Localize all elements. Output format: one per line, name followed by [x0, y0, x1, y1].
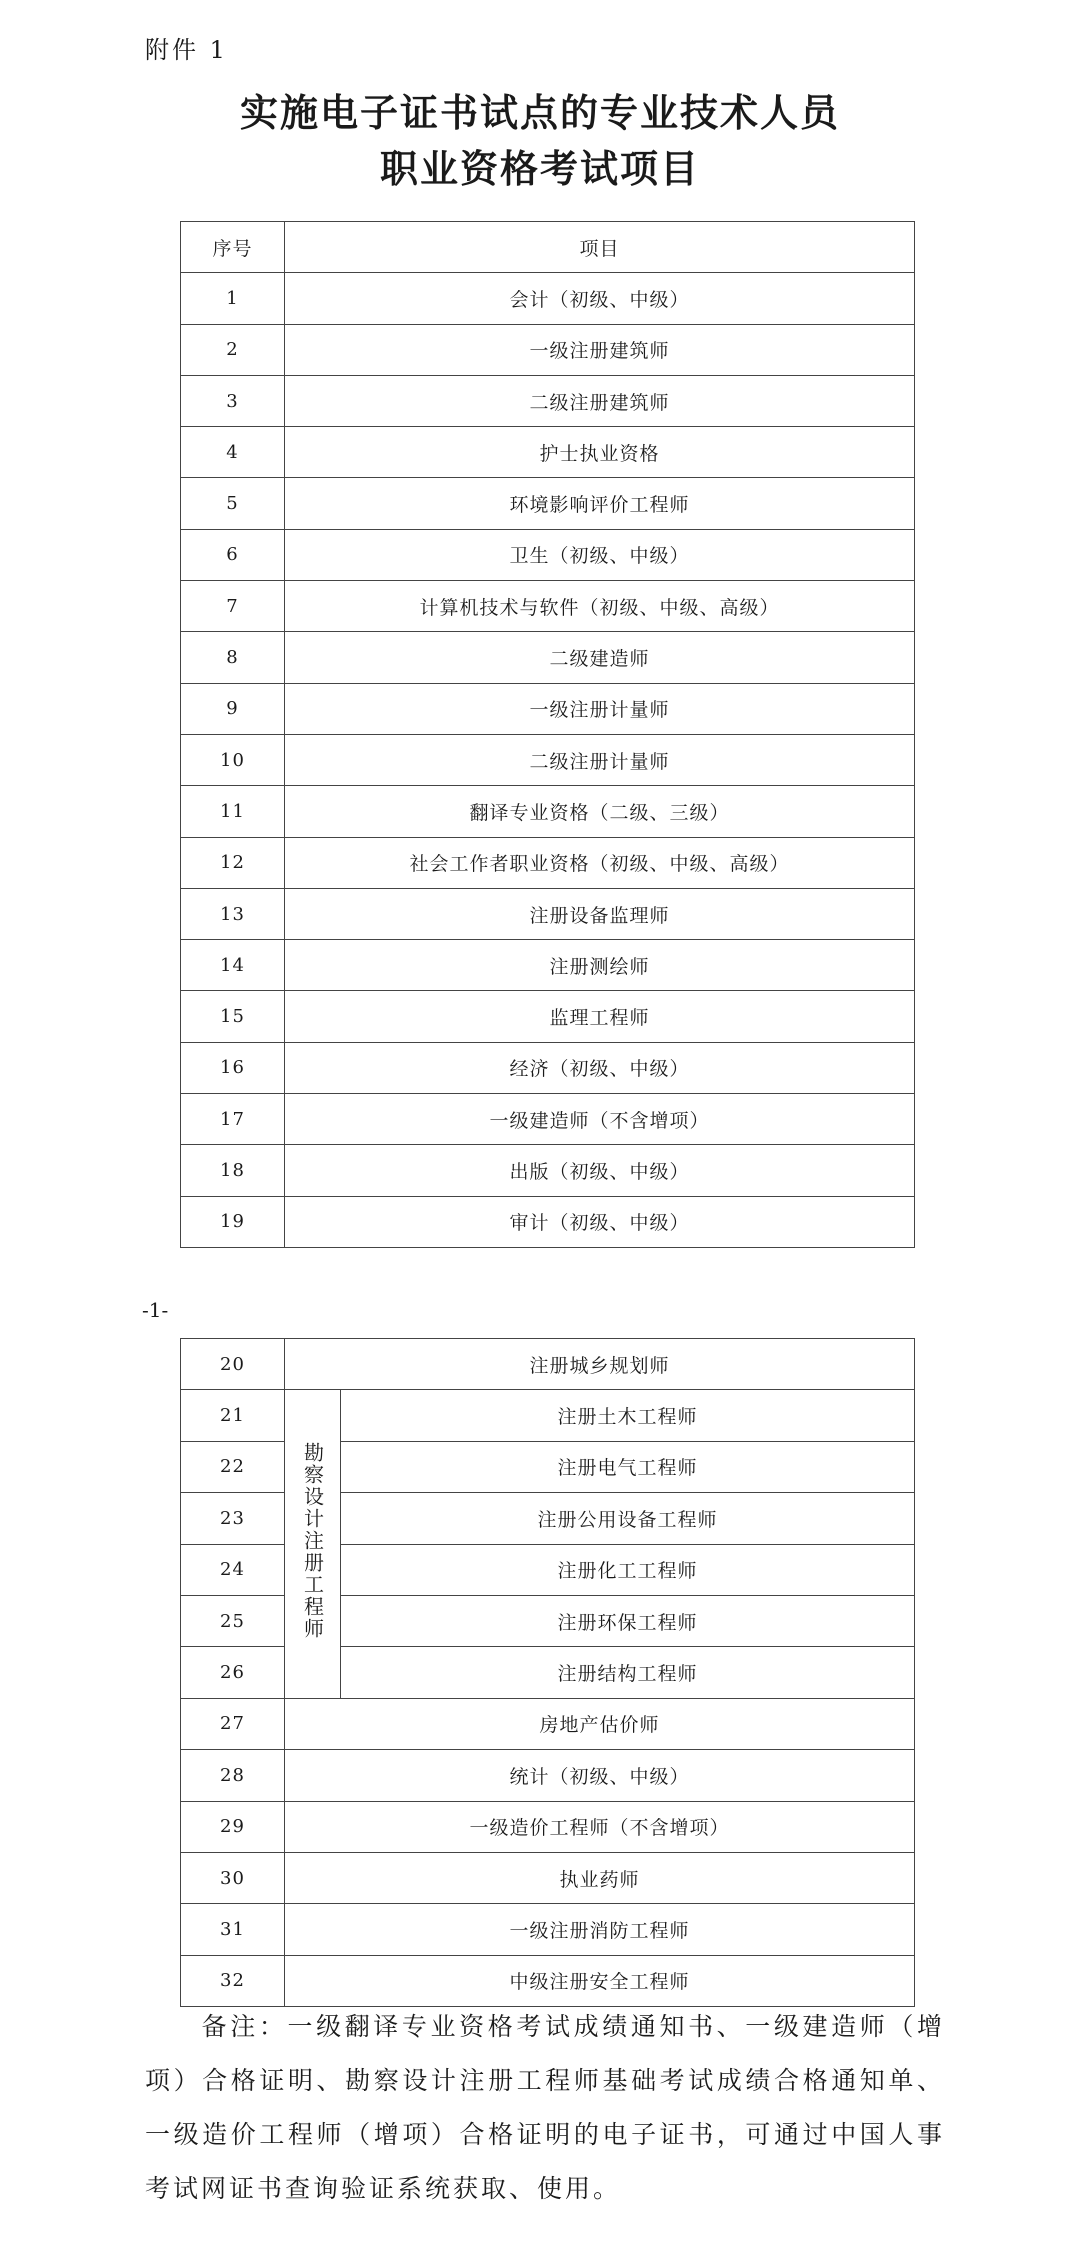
table-row	[181, 1852, 915, 1903]
page-title-line1: 实施电子证书试点的专业技术人员	[239, 90, 840, 135]
row-number: 3	[181, 375, 285, 426]
page-title-line2: 职业资格考试项目	[379, 146, 700, 191]
row-number: 29	[181, 1801, 285, 1852]
row-number: 9	[181, 683, 285, 734]
row-number: 4	[181, 427, 285, 478]
row-item: 出版（初级、中级）	[285, 1145, 915, 1196]
row-number: 28	[181, 1750, 285, 1801]
row-item: 注册电气工程师	[341, 1441, 915, 1492]
table-row	[181, 1390, 915, 1441]
row-number: 1	[181, 273, 285, 324]
row-item: 一级注册计量师	[285, 683, 915, 734]
row-item: 注册设备监理师	[285, 888, 915, 939]
table-row	[181, 1042, 915, 1093]
row-item: 注册化工工程师	[341, 1544, 915, 1595]
row-item: 一级注册建筑师	[285, 324, 915, 375]
row-item: 环境影响评价工程师	[285, 478, 915, 529]
row-number: 5	[181, 478, 285, 529]
table-row	[181, 786, 915, 837]
row-number: 11	[181, 786, 285, 837]
group-label: 勘察设计注册工程师	[300, 1442, 325, 1641]
table-row	[181, 478, 915, 529]
row-number: 12	[181, 837, 285, 888]
row-number: 7	[181, 581, 285, 632]
table-row	[181, 683, 915, 734]
table-row	[181, 888, 915, 939]
row-item: 卫生（初级、中级）	[285, 529, 915, 580]
table-row	[181, 581, 915, 632]
row-number: 18	[181, 1145, 285, 1196]
row-item: 社会工作者职业资格（初级、中级、高级）	[285, 837, 915, 888]
row-item: 注册公用设备工程师	[341, 1493, 915, 1544]
table-row	[181, 1339, 915, 1390]
row-item: 统计（初级、中级）	[285, 1750, 915, 1801]
row-number: 25	[181, 1595, 285, 1646]
table-row	[181, 375, 915, 426]
row-item: 二级注册计量师	[285, 734, 915, 785]
table-row	[181, 1904, 915, 1955]
row-number: 20	[181, 1339, 285, 1390]
table-row	[181, 991, 915, 1042]
row-number: 21	[181, 1390, 285, 1441]
row-number: 6	[181, 529, 285, 580]
row-item: 注册城乡规划师	[285, 1339, 915, 1390]
table-row	[181, 1801, 915, 1852]
row-number: 23	[181, 1493, 285, 1544]
row-item: 审计（初级、中级）	[285, 1196, 915, 1247]
table-row	[181, 1094, 915, 1145]
table-row	[181, 1698, 915, 1749]
table-row	[181, 940, 915, 991]
row-item: 注册测绘师	[285, 940, 915, 991]
row-item: 一级造价工程师（不含增项）	[285, 1801, 915, 1852]
row-item: 护士执业资格	[285, 427, 915, 478]
row-item: 注册土木工程师	[341, 1390, 915, 1441]
row-number: 24	[181, 1544, 285, 1595]
attachment-label: 附件 1	[145, 36, 228, 64]
table-row	[181, 1750, 915, 1801]
row-item: 注册结构工程师	[341, 1647, 915, 1698]
remark-text: 备注：一级翻译专业资格考试成绩通知书、一级建造师（增项）合格证明、勘察设计注册工程师基础考试成绩合格通知单、一级造价工程师（增项）合格证明的电子证书，可通过中国人事考试网证书查询验证系统获取、使用。	[145, 2012, 945, 2203]
row-number: 19	[181, 1196, 285, 1247]
row-item: 二级注册建筑师	[285, 375, 915, 426]
row-number: 32	[181, 1955, 285, 2006]
group-label-cell	[285, 1390, 341, 1698]
row-number: 30	[181, 1852, 285, 1903]
table-row	[181, 632, 915, 683]
row-item: 监理工程师	[285, 991, 915, 1042]
table-row	[181, 837, 915, 888]
header-item: 项目	[285, 222, 915, 273]
row-number: 31	[181, 1904, 285, 1955]
row-item: 中级注册安全工程师	[285, 1955, 915, 2006]
row-item: 注册环保工程师	[341, 1595, 915, 1646]
table-row	[181, 1955, 915, 2006]
table-row	[181, 1145, 915, 1196]
table-row	[181, 427, 915, 478]
remark-note	[145, 2000, 945, 2216]
row-item: 一级建造师（不含增项）	[285, 1094, 915, 1145]
exam-table-page1	[180, 221, 915, 1248]
row-number: 15	[181, 991, 285, 1042]
row-item: 翻译专业资格（二级、三级）	[285, 786, 915, 837]
row-number: 14	[181, 940, 285, 991]
table-row	[181, 1196, 915, 1247]
page-number: -1-	[142, 1298, 169, 1322]
row-number: 13	[181, 888, 285, 939]
table-row	[181, 734, 915, 785]
row-item: 经济（初级、中级）	[285, 1042, 915, 1093]
table-row	[181, 529, 915, 580]
table-row	[181, 324, 915, 375]
row-number: 26	[181, 1647, 285, 1698]
row-number: 27	[181, 1698, 285, 1749]
table-header-row	[181, 222, 915, 273]
row-number: 2	[181, 324, 285, 375]
row-item: 房地产估价师	[285, 1698, 915, 1749]
header-seq: 序号	[181, 222, 285, 273]
row-item: 计算机技术与软件（初级、中级、高级）	[285, 581, 915, 632]
table-row	[181, 273, 915, 324]
row-number: 22	[181, 1441, 285, 1492]
row-item: 二级建造师	[285, 632, 915, 683]
row-item: 一级注册消防工程师	[285, 1904, 915, 1955]
row-item: 会计（初级、中级）	[285, 273, 915, 324]
exam-table-page2	[180, 1338, 915, 2007]
row-number: 16	[181, 1042, 285, 1093]
row-item: 执业药师	[285, 1852, 915, 1903]
row-number: 8	[181, 632, 285, 683]
row-number: 10	[181, 734, 285, 785]
row-number: 17	[181, 1094, 285, 1145]
